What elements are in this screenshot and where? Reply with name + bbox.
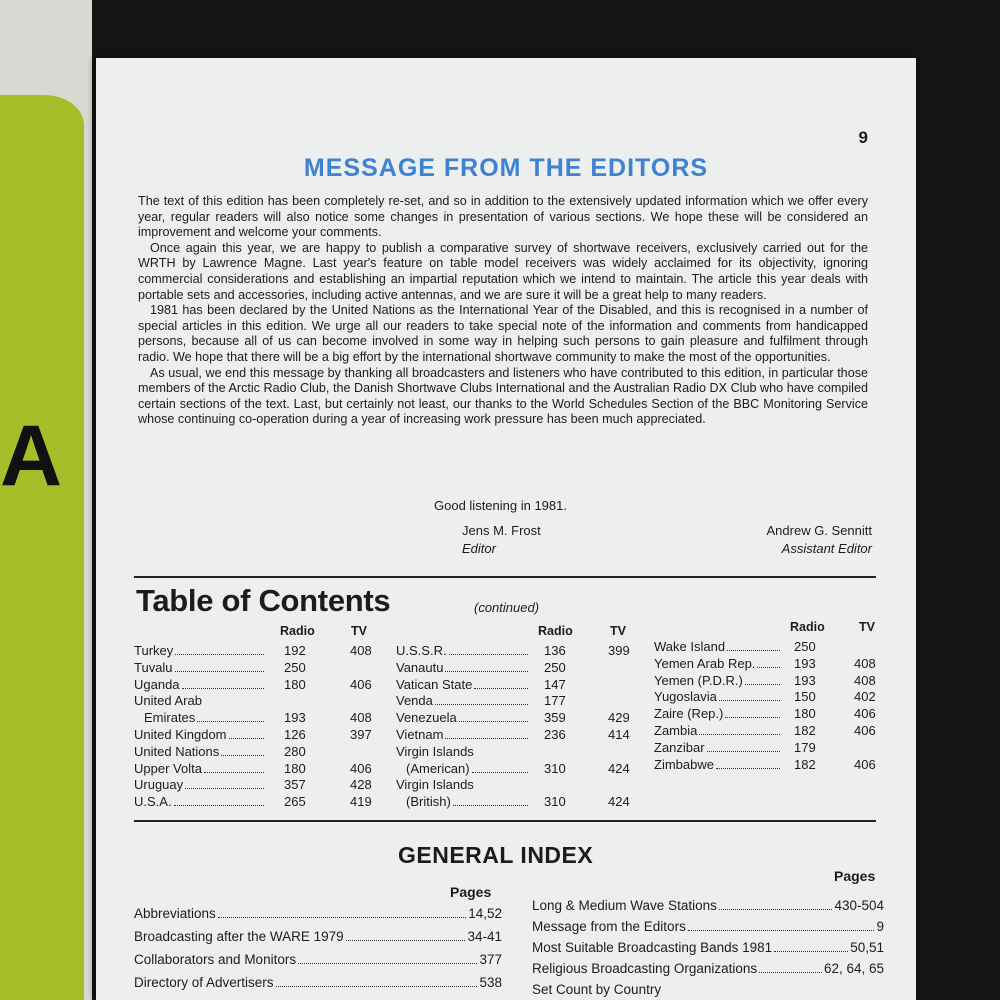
toc-continued: (continued) [474,600,540,615]
toc-entry-label: Zambia [654,723,698,738]
toc-radio-page: 179 [794,739,816,755]
toc-row [134,709,382,726]
toc-row [396,659,646,676]
index-entry-pages: 9 [876,919,884,934]
dot-leader [727,638,780,651]
closing-line: Good listening in 1981. [434,498,567,513]
toc-radio-page: 180 [284,760,306,776]
tv-header: TV [859,620,875,634]
toc-entry-label: Virgin Islands [396,777,474,793]
toc-entry-name [654,655,782,672]
toc-row [134,760,382,777]
dot-leader [719,688,780,701]
toc-tv-page: 414 [608,727,630,742]
toc-tv-page: 399 [608,643,630,658]
message-paragraph: 1981 has been declared by the United Nations as the International Year of the Disabled, and this is recognised in a number of special articles in this edition. We urge all our readers to take special note of the information and comments from handicapped persons, because all of us can become involved in some way in helping such persons to gain pleasure and fulfilment through radio. We hope that there will be a big effort by the international shortwave community to make the most of the opportunities. [138,303,868,364]
toc-row [396,760,646,777]
toc-entry-label: Vatican State [396,676,473,692]
toc-entry-name [134,760,266,777]
toc-radio-page: 193 [794,672,816,688]
index-row [134,904,502,924]
toc-row [134,659,382,676]
toc-radio-page: 193 [284,710,306,726]
toc-title: Table of Contents [136,583,391,618]
tv-header: TV [351,624,367,638]
toc-row [134,743,382,760]
toc-entry-name [654,739,782,756]
radio-header: Radio [790,620,825,634]
toc-entry-name [396,743,530,760]
toc-entry-name [134,692,266,709]
toc-row [134,726,382,743]
toc-row [134,692,382,709]
index-entry-pages: 62, 64, 65 [823,961,884,976]
toc-tv-page: 408 [854,655,876,671]
toc-entry-name [134,776,266,793]
index-row [532,896,884,916]
toc-entry-name [134,659,266,676]
index-entry-label: Long & Medium Wave Stations [532,898,717,913]
toc-radio-page: 236 [544,727,566,742]
toc-entry-name [654,672,782,689]
toc-entry-name [406,760,530,777]
dot-leader [221,743,264,756]
toc-entry-name [134,642,266,659]
toc-tv-page: 424 [608,794,630,810]
toc-entry-label: Vietnam [396,727,444,742]
toc-entry-label: United Arab [134,693,202,709]
toc-row [396,726,646,743]
message-paragraph: As usual, we end this message by thanking all broadcasters and listeners who have contributed to this edition, in particular those members of the Arctic Radio Club, the Danish Shortwave Clubs International and the Australian Radio DX Club who have compiled certain sections of the text. Last, but certainly not least, our thanks to the World Schedules Section of the BBC Monitoring Service whose continuing co-operation during a year of increasing work pressure has been much appreciated. [138,365,868,427]
toc-entry-name [144,709,266,726]
toc-row [654,756,886,773]
toc-radio-page: 182 [794,723,816,738]
adjacent-book-cover [0,95,84,1000]
cover-letter: A [0,408,63,504]
pages-header: Pages [834,868,876,884]
editor-role: Editor [462,541,496,556]
index-entry-pages: 430-504 [834,898,884,913]
dot-leader [175,642,264,655]
toc-entry-label: Yugoslavia [654,689,717,705]
radio-header: Radio [280,624,315,638]
dot-leader [182,676,264,689]
toc-radio-page: 177 [544,693,566,709]
toc-radio-page: 193 [794,655,816,671]
toc-tv-page: 402 [854,689,876,705]
dot-leader [449,642,528,655]
dot-leader [725,705,780,718]
index-row [532,980,884,1000]
toc-tv-page: 406 [854,706,876,722]
editor-signature [462,522,541,558]
toc-entry-label: Venezuela [396,710,457,726]
toc-radio-page: 250 [794,639,816,654]
toc-radio-page: 182 [794,756,816,772]
toc-entry-label: Turkey [134,643,174,658]
dot-leader [218,904,466,918]
toc-radio-page: 359 [544,710,566,726]
toc-tv-page: 406 [350,760,372,776]
message-paragraph: The text of this edition has been completely re-set, and so in addition to the extensively updated information which we offer every year, regular readers will also notice some changes in presentation of various sections. We hope these will be considered an improvement and welcome your comments. [138,194,868,240]
toc-entry-label: Wake Island [654,639,726,654]
toc-entry-label: Zanzibar [654,739,705,755]
dot-leader [276,973,478,987]
index-row [134,950,502,970]
dot-leader [716,756,780,769]
toc-entry-name [134,743,266,760]
toc-tv-page: 408 [350,710,372,726]
index-row [134,973,502,993]
index-entry-pages: 34-41 [467,929,502,944]
dot-leader [757,655,780,668]
toc-entry-name [654,688,782,705]
dot-leader [298,950,477,964]
divider [134,576,876,578]
index-entry-label: Broadcasting after the WARE 1979 [134,929,344,944]
assistant-editor-name: Andrew G. Sennitt [766,523,872,538]
toc-entry-label: U.S.S.R. [396,643,447,658]
toc-entry-label: Tuvalu [134,659,173,675]
editor-name: Jens M. Frost [462,523,541,538]
toc-row [396,692,646,709]
toc-tv-page: 408 [350,643,372,658]
assistant-editor-signature [767,522,873,558]
toc-row [134,676,382,693]
toc-radio-page: 126 [284,727,306,742]
toc-radio-page: 250 [544,659,566,675]
toc-radio-page: 250 [284,659,306,675]
toc-entry-label: Emirates [144,710,196,726]
toc-radio-page: 150 [794,689,816,705]
dot-leader [435,692,528,705]
toc-row [396,793,646,810]
toc-entry-name [396,709,530,726]
dot-leader [699,722,780,735]
toc-radio-page: 357 [284,777,306,793]
toc-tv-page: 419 [350,794,372,810]
dot-leader [759,959,822,973]
index-entry-label: Religious Broadcasting Organizations [532,961,758,976]
toc-entry-name [396,692,530,709]
dot-leader [204,760,264,773]
toc-entry-label: Vanautu [396,659,444,675]
toc-row [396,743,646,760]
toc-entry-name [654,722,782,739]
toc-radio-page: 280 [284,743,306,759]
toc-row [134,776,382,793]
general-index-title: GENERAL INDEX [398,842,594,868]
toc-entry-label: Venda [396,693,433,709]
toc-entry-name [654,638,782,655]
toc-entry-name [396,776,530,793]
toc-entry-label: U.S.A. [134,794,172,810]
dot-leader [229,726,265,739]
toc-tv-page: 408 [854,672,876,688]
tv-header: TV [610,624,626,638]
toc-entry-name [396,726,530,743]
toc-tv-page: 428 [350,777,372,793]
toc-entry-label: (British) [406,794,451,810]
toc-radio-page: 310 [544,760,566,776]
radio-header: Radio [538,624,573,638]
dot-leader [707,739,780,752]
toc-radio-page: 180 [284,676,306,692]
toc-entry-label: Zaire (Rep.) [654,706,724,722]
assistant-editor-role: Assistant Editor [781,541,872,556]
toc-entry-label: Zimbabwe [654,756,714,772]
index-entry-pages: 50,51 [850,940,884,955]
toc-entry-name [134,726,266,743]
toc-entry-name [396,659,530,676]
dot-leader [745,672,780,685]
toc-row [396,776,646,793]
toc-entry-name [396,676,530,693]
toc-row [134,642,382,659]
toc-entry-label: Virgin Islands [396,743,474,759]
dot-leader [174,793,264,806]
toc-tv-page: 406 [350,676,372,692]
toc-entry-label: United Kingdom [134,727,227,742]
toc-row [654,739,886,756]
index-entry-label: Abbreviations [134,906,216,921]
dot-leader [453,793,528,806]
toc-row [396,709,646,726]
toc-tv-page: 429 [608,710,630,726]
toc-radio-page: 310 [544,794,566,810]
toc-tv-page: 424 [608,760,630,776]
toc-entry-name [134,676,266,693]
toc-radio-page: 147 [544,676,566,692]
book-page [96,58,916,1000]
toc-row [396,642,646,659]
index-row [532,959,884,979]
toc-entry-label: Yemen Arab Rep. [654,655,756,671]
toc-row [654,705,886,722]
divider [134,820,876,822]
toc-entry-name [406,793,530,810]
toc-radio-page: 265 [284,794,306,810]
toc-entry-label: United Nations [134,743,220,759]
dot-leader [459,709,528,722]
toc-entry-name [654,705,782,722]
index-entry-pages: 14,52 [468,906,502,921]
toc-row [134,793,382,810]
dot-leader [774,938,848,952]
dot-leader [197,709,264,722]
toc-entry-label: Uruguay [134,777,184,793]
dot-leader [472,760,528,773]
toc-entry-label: Uganda [134,676,180,692]
toc-tv-page: 406 [854,756,876,772]
dot-leader [688,917,875,931]
index-row [532,938,884,958]
toc-radio-page: 180 [794,706,816,722]
message-paragraph: Once again this year, we are happy to publish a comparative survey of shortwave receivers, exclusively carried out for the WRTH by Lawrence Magne. Last year's feature on table model receivers was widely acclaimed for its objectivity, ignoring commercial considerations and establishing an impartial reputation which we intend to maintain. The article this year deals with portable sets and accessories, including active antennas, and we are sure it will be a great help to many readers. [138,240,868,302]
toc-entry-label: (American) [406,760,470,776]
message-title: MESSAGE FROM THE EDITORS [303,154,709,182]
toc-radio-page: 192 [284,643,306,658]
dot-leader [445,659,528,672]
index-entry-label: Directory of Advertisers [134,975,274,990]
page-number: 9 [858,128,868,147]
index-entry-pages: 538 [479,975,502,990]
dot-leader [474,676,528,689]
dot-leader [719,896,833,910]
toc-row [654,638,886,655]
toc-entry-name [654,756,782,773]
toc-radio-page: 136 [544,643,566,658]
dot-leader [445,726,528,739]
toc-entry-name [134,793,266,810]
toc-entry-name [396,642,530,659]
toc-row [654,655,886,672]
toc-entry-label: Yemen (P.D.R.) [654,672,743,688]
dot-leader [185,776,264,789]
index-entry-label: Collaborators and Monitors [134,952,297,967]
toc-row [654,722,886,739]
dot-leader [346,927,466,941]
toc-tv-page: 397 [350,727,372,742]
index-row [532,917,884,937]
toc-entry-label: Upper Volta [134,760,202,776]
index-row [134,927,502,947]
toc-row [654,672,886,689]
index-entry-label: Set Count by Country [532,982,662,997]
toc-row [396,676,646,693]
message-body [138,194,868,428]
index-entry-pages: 377 [479,952,502,967]
index-entry-label: Most Suitable Broadcasting Bands 1981 [532,940,773,955]
pages-header: Pages [450,884,492,900]
toc-row [654,688,886,705]
index-entry-label: Message from the Editors [532,919,686,934]
dot-leader [175,659,264,672]
toc-tv-page: 406 [854,723,876,738]
